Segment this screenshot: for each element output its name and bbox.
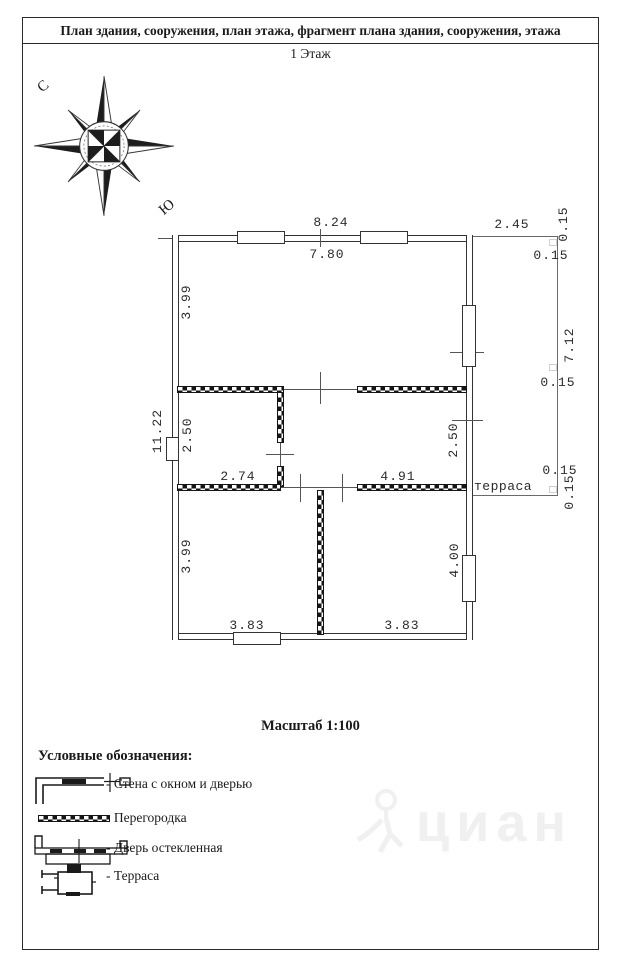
terrace-mid-tick xyxy=(549,364,557,371)
dim-label: 11.22 xyxy=(150,409,165,454)
dim-label: 0.15 xyxy=(542,463,578,478)
door-tick xyxy=(342,474,343,502)
terrace-icon xyxy=(38,862,110,898)
terrace-label: терраса xyxy=(474,479,533,494)
legend-item-label: - Перегородка xyxy=(106,810,187,825)
watermark-pin-person-icon xyxy=(352,788,410,858)
door-tick xyxy=(300,474,301,502)
window-bottom xyxy=(233,632,281,645)
floor-subtitle: 1 Этаж xyxy=(290,46,331,61)
dim-label: 7.12 xyxy=(562,327,577,363)
window-top-left xyxy=(237,231,285,244)
door-opening-line xyxy=(281,487,357,488)
terrace-outline xyxy=(472,236,558,496)
terrace-bottom-tick xyxy=(549,486,557,493)
wall-tick xyxy=(158,238,172,239)
legend-item-label: - Терраса xyxy=(106,868,160,883)
partition-upper-left xyxy=(177,386,284,393)
wall-tick xyxy=(320,229,321,247)
partition-vertical-lower xyxy=(317,490,324,635)
compass-rose-icon xyxy=(30,72,178,220)
partition-lower-left xyxy=(177,484,281,491)
legend-item-label: - Стена с окном и дверью xyxy=(106,776,253,791)
legend-item-label: - Дверь остекленная xyxy=(106,840,223,855)
door-tick xyxy=(320,372,321,404)
compass-south-label: Ю xyxy=(156,196,178,219)
dim-label: 4.00 xyxy=(447,542,462,578)
wall-top xyxy=(172,235,473,242)
page-title: План здания, сооружения, план этажа, фрагмент плана здания, сооружения, этажа xyxy=(22,17,599,44)
dim-label: 0.15 xyxy=(556,206,571,242)
dim-label: 2.45 xyxy=(494,217,530,232)
dim-label: 2.50 xyxy=(446,422,461,458)
dim-label: 2.50 xyxy=(180,417,195,453)
dim-label: 2.74 xyxy=(220,469,256,484)
dim-label: 3.99 xyxy=(179,284,194,320)
partition-lower-right xyxy=(357,484,467,491)
dim-label: 0.15 xyxy=(533,248,569,263)
dim-label: 0.15 xyxy=(562,474,577,510)
dim-label: 3.83 xyxy=(229,618,265,633)
legend-heading: Условные обозначения: xyxy=(38,748,193,764)
window-top-right xyxy=(360,231,408,244)
door-tick xyxy=(266,454,294,455)
window-right-upper xyxy=(462,305,476,367)
scale-label: Масштаб 1:100 xyxy=(261,718,360,734)
dim-label: 3.99 xyxy=(179,538,194,574)
dim-label: 3.83 xyxy=(384,618,420,633)
dim-label: 0.15 xyxy=(540,375,576,390)
window-left xyxy=(166,437,179,461)
dim-label: 4.91 xyxy=(380,469,416,484)
dim-label: 8.24 xyxy=(313,215,349,230)
watermark-text: циан xyxy=(416,793,574,853)
partition-upper-right xyxy=(357,386,467,393)
partition-icon xyxy=(38,815,110,822)
dim-label: 7.80 xyxy=(309,247,345,262)
watermark xyxy=(352,788,573,858)
window-right-lower xyxy=(462,555,476,602)
partition-vertical-upper xyxy=(277,392,284,443)
compass-north-label: С xyxy=(34,77,53,96)
